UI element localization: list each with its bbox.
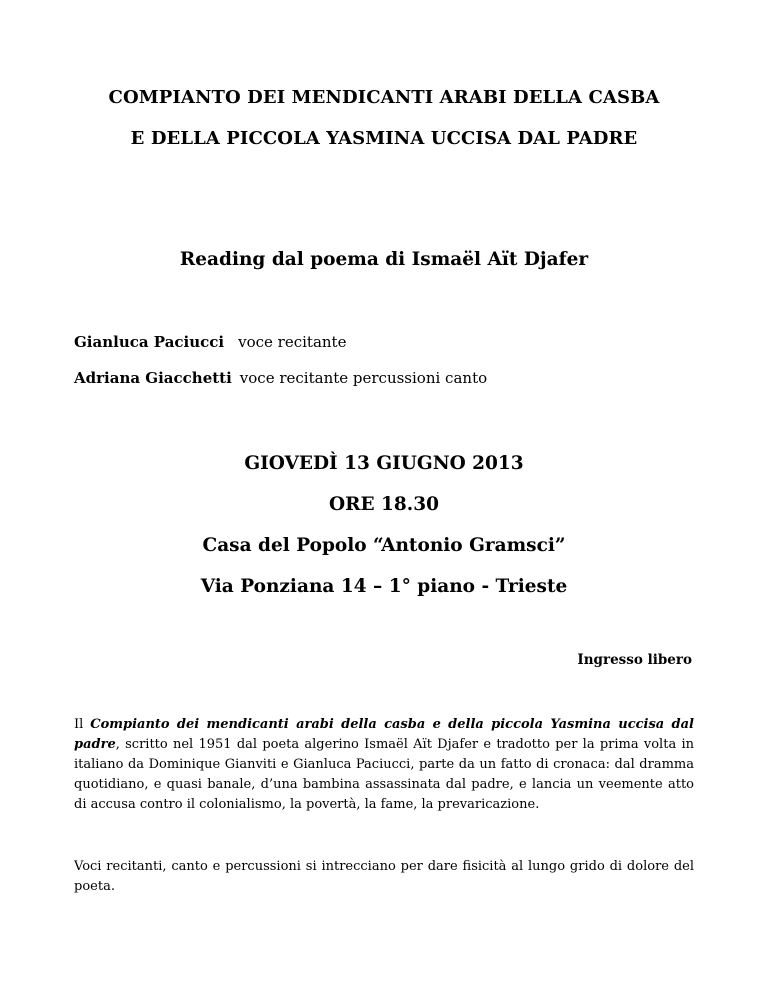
title-line-1: COMPIANTO DEI MENDICANTI ARABI DELLA CASBA — [108, 87, 660, 108]
paragraph-body: , scritto nel 1951 dal poeta algerino Ismaël Aït Djafer e tradotto per la prima volta in italiano da Dominique Gianviti e Gianluca Paciucci, parte da un fatto di cronaca: dal dramma quotidiano, e quasi banale, d’una bambina assassinata dal padre, e lancia un veemente atto di accusa contro il colonialismo, la povertà, la fame, la prevaricazione. — [74, 737, 694, 812]
paragraph-prefix: Il — [74, 717, 91, 732]
entry-note: Ingresso libero — [577, 652, 692, 668]
subtitle: Reading dal poema di Ismaël Aït Djafer — [179, 249, 589, 270]
event-time: ORE 18.30 — [329, 494, 439, 515]
event-date: GIOVEDÌ 13 GIUGNO 2013 — [244, 453, 524, 474]
performer-role: voce recitante — [238, 333, 347, 351]
performer-role: voce recitante percussioni canto — [239, 369, 488, 387]
description-paragraph — [74, 715, 694, 815]
performer-row — [74, 333, 346, 351]
performer-name: Adriana Giacchetti — [74, 369, 232, 387]
event-venue: Casa del Popolo “Antonio Gramsci” — [202, 535, 566, 556]
work-title: Compianto dei mendicanti arabi della casba e della piccola Yasmina uccisa dal padre — [74, 717, 694, 752]
event-address: Via Ponziana 14 – 1° piano - Trieste — [200, 576, 568, 597]
performer-name: Gianluca Paciucci — [74, 333, 225, 351]
performer-row — [74, 369, 487, 387]
title-line-2: E DELLA PICCOLA YASMINA UCCISA DAL PADRE — [130, 128, 638, 149]
closing-paragraph: Voci recitanti, canto e percussioni si intrecciano per dare fisicità al lungo grido di dolore del poeta. — [74, 859, 694, 894]
